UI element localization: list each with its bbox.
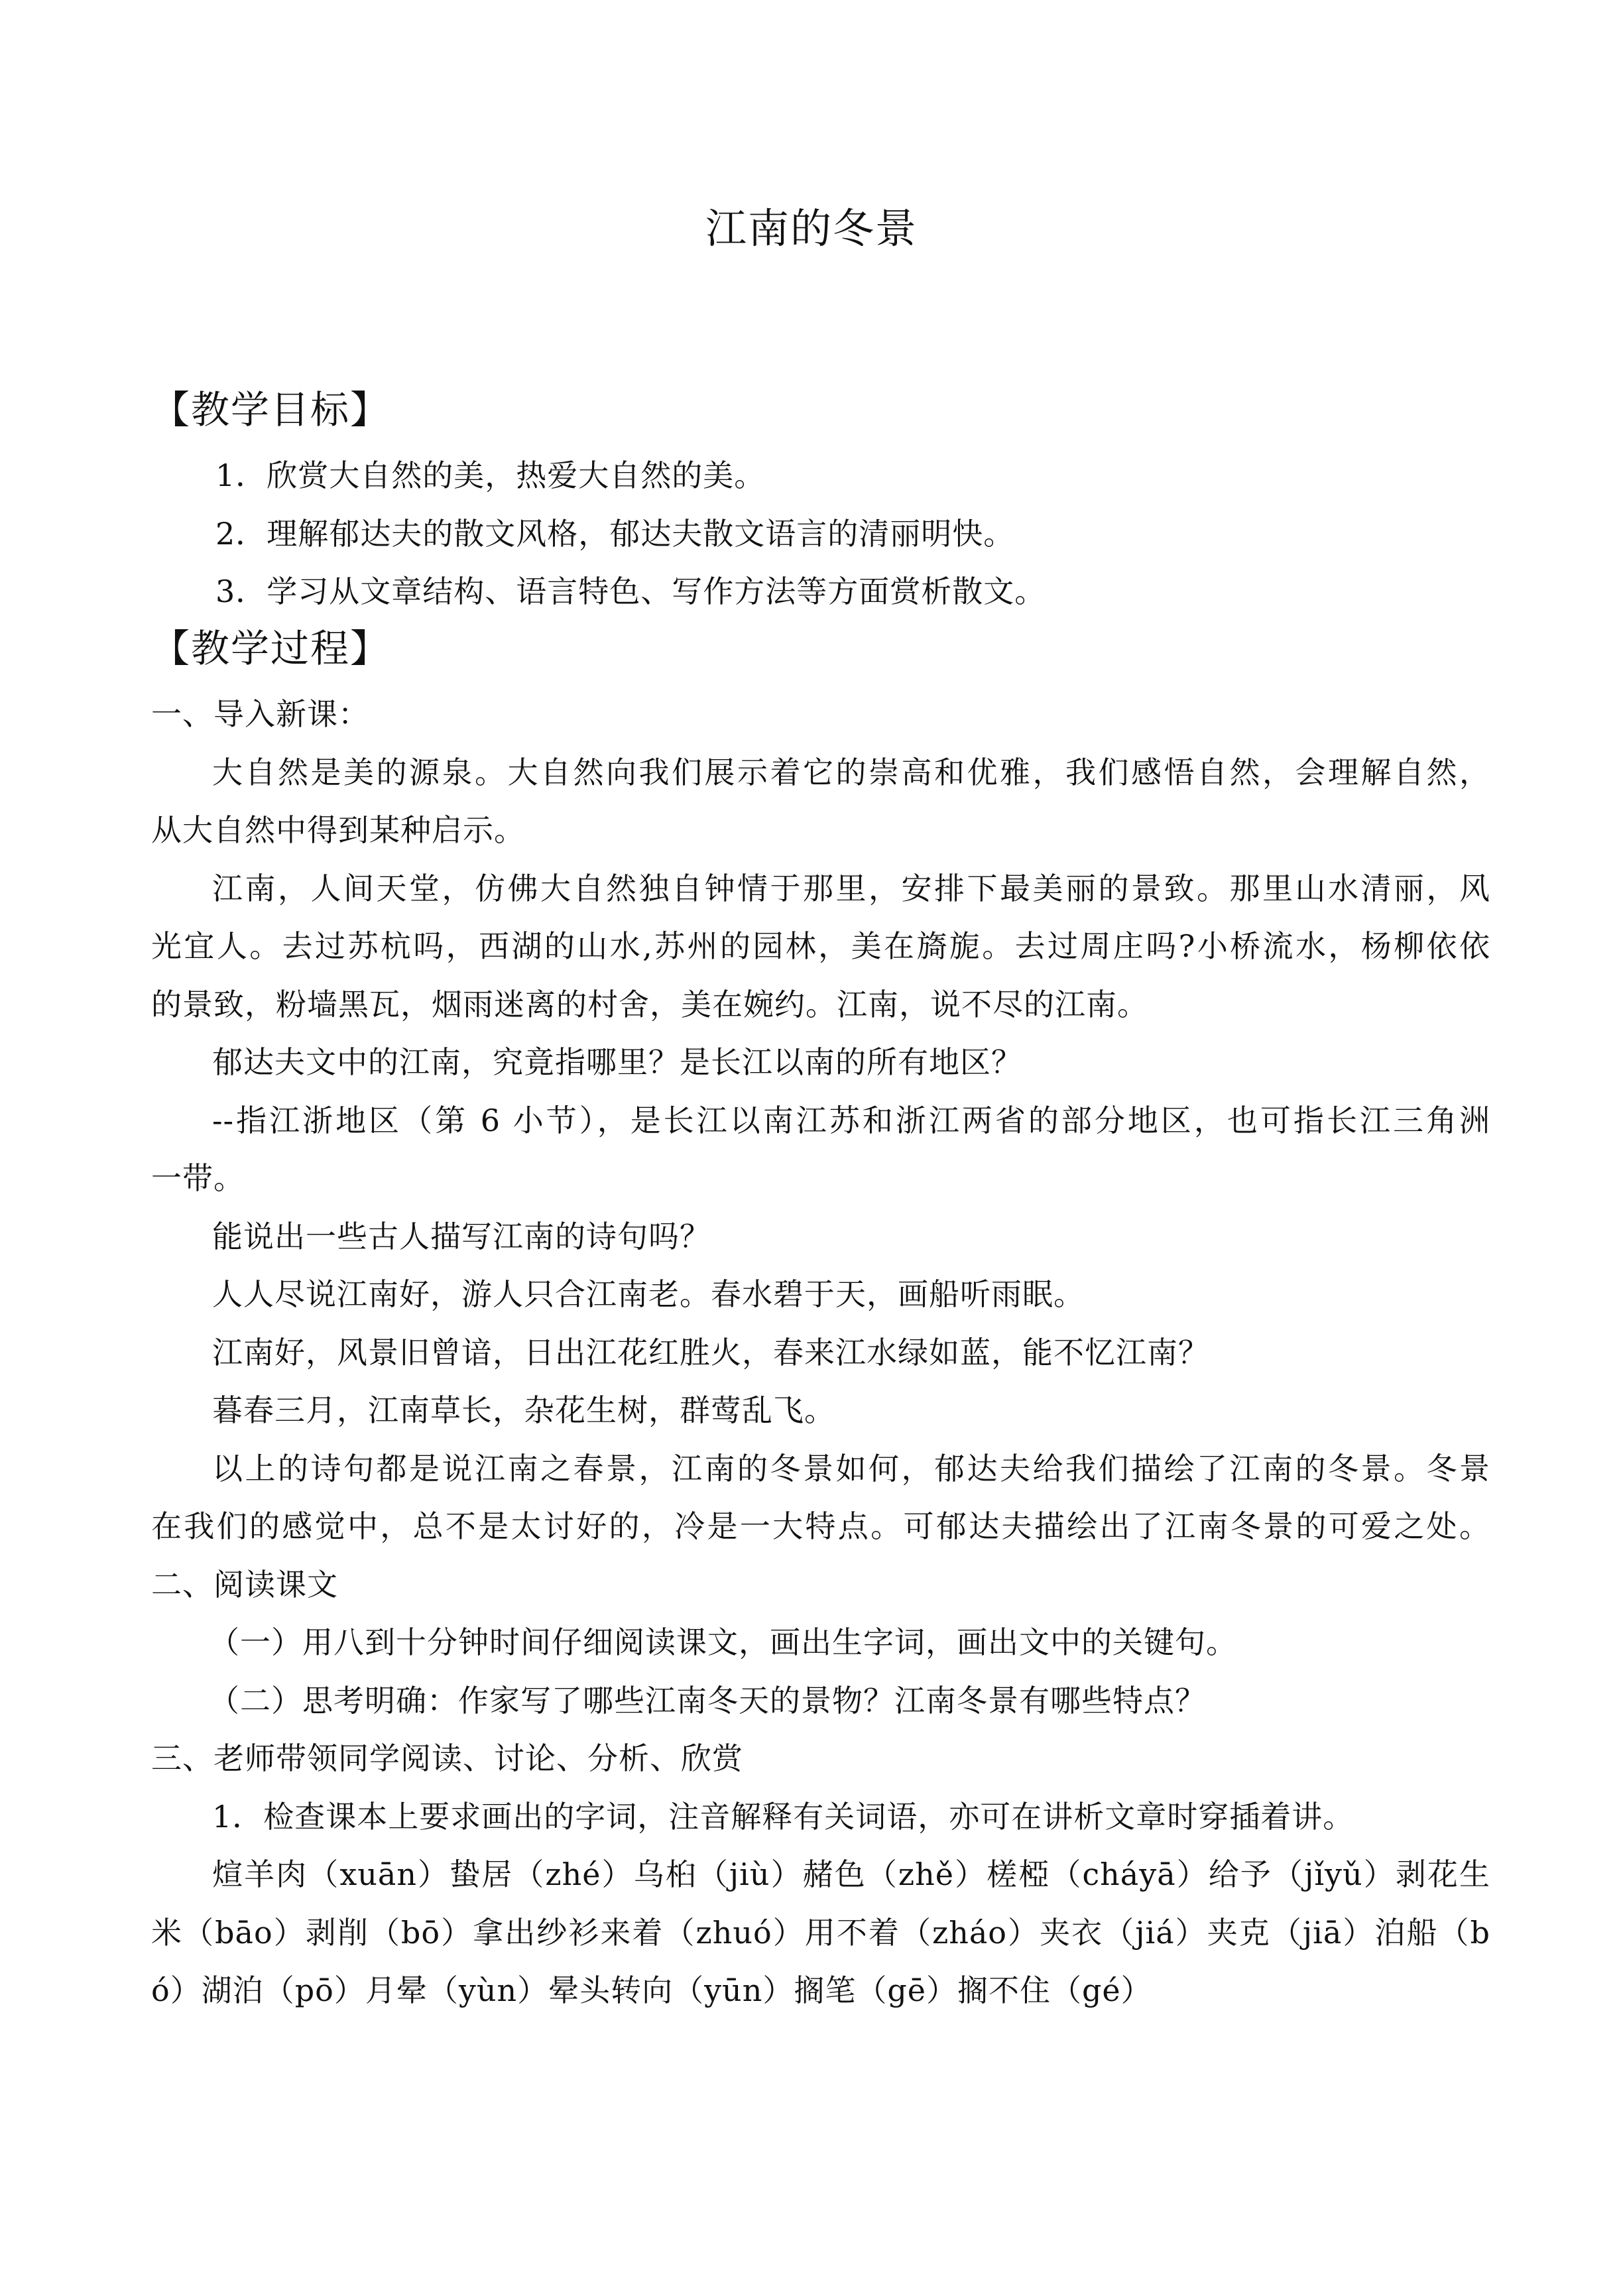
objective-item-3: 3．学习从文章结构、语言特色、写作方法等方面赏析散文。	[215, 574, 1046, 609]
poem-line: 江南好，风景旧曾谙，日出江花红胜火，春来江水绿如蓝，能不忆江南？	[212, 1335, 1209, 1370]
paragraph-line: 以上的诗句都是说江南之春景，江南的冬景如何，郁达夫给我们描绘了江南的冬景。冬景	[212, 1451, 1490, 1486]
vocab-line: ó）湖泊（pō）月晕（yùn）晕头转向（yūn）搁笔（gē）搁不住（gé）	[151, 1972, 1152, 2008]
poem-line: 人人尽说江南好，游人只合江南老。春水碧于天，画船听雨眠。	[212, 1276, 1085, 1312]
document-title: 江南的冬景	[705, 204, 918, 253]
process-heading: 【教学过程】	[151, 626, 391, 671]
part2-item-2: （二）思考明确：作家写了哪些江南冬天的景物？江南冬景有哪些特点？	[209, 1683, 1206, 1719]
part3-item-1: 1．检查课本上要求画出的字词，注音解释有关词语，亦可在讲析文章时穿插着讲。	[212, 1799, 1354, 1835]
vocab-line: 米（bāo）剥削（bō）拿出纱衫来着（zhuó）用不着（zháo）夹衣（jiá）夹克（jiā）泊船（b	[151, 1915, 1490, 1951]
paragraph-line: 从大自然中得到某种启示。	[151, 812, 525, 848]
paragraph-line: 江南，人间天堂，仿佛大自然独自钟情于那里，安排下最美丽的景致。那里山水清丽，风	[212, 871, 1490, 906]
paragraph-line: --指江浙地区（第 6 小节），是长江以南江苏和浙江两省的部分地区，也可指长江三角洲	[212, 1103, 1490, 1138]
paragraph-line: 光宜人。去过苏杭吗，西湖的山水,苏州的园林，美在旖旎。去过周庄吗?小桥流水，杨柳依依	[151, 928, 1490, 964]
part3-heading: 三、老师带领同学阅读、讨论、分析、欣赏	[151, 1740, 743, 1776]
paragraph-line: 能说出一些古人描写江南的诗句吗？	[212, 1219, 711, 1254]
poem-line: 暮春三月，江南草长，杂花生树，群莺乱飞。	[212, 1392, 835, 1428]
paragraph-line: 一带。	[151, 1160, 245, 1196]
objectives-heading: 【教学目标】	[151, 387, 391, 432]
paragraph-line: 的景致，粉墙黑瓦，烟雨迷离的村舍，美在婉约。江南，说不尽的江南。	[151, 987, 1148, 1022]
paragraph-line: 在我们的感觉中，总不是太讨好的，冷是一大特点。可郁达夫描绘出了江南冬景的可爱之处。	[151, 1508, 1490, 1544]
objective-item-2: 2．理解郁达夫的散文风格，郁达夫散文语言的清丽明快。	[215, 516, 1015, 552]
part2-item-1: （一）用八到十分钟时间仔细阅读课文，画出生字词，画出文中的关键句。	[209, 1624, 1237, 1660]
paragraph-line: 大自然是美的源泉。大自然向我们展示着它的崇高和优雅，我们感悟自然，会理解自然，	[212, 755, 1490, 790]
part2-heading: 二、阅读课文	[151, 1567, 338, 1602]
vocab-line: 煊羊肉（xuān）蛰居（zhé）乌桕（jiù）赭色（zhě）槎椏（cháyā）给予（jǐyǔ）剥花生	[212, 1856, 1490, 1892]
part1-heading: 一、导入新课：	[151, 696, 369, 732]
objective-item-1: 1．欣赏大自然的美，热爱大自然的美。	[215, 457, 766, 493]
paragraph-line: 郁达夫文中的江南，究竟指哪里？是长江以南的所有地区？	[212, 1044, 1022, 1080]
